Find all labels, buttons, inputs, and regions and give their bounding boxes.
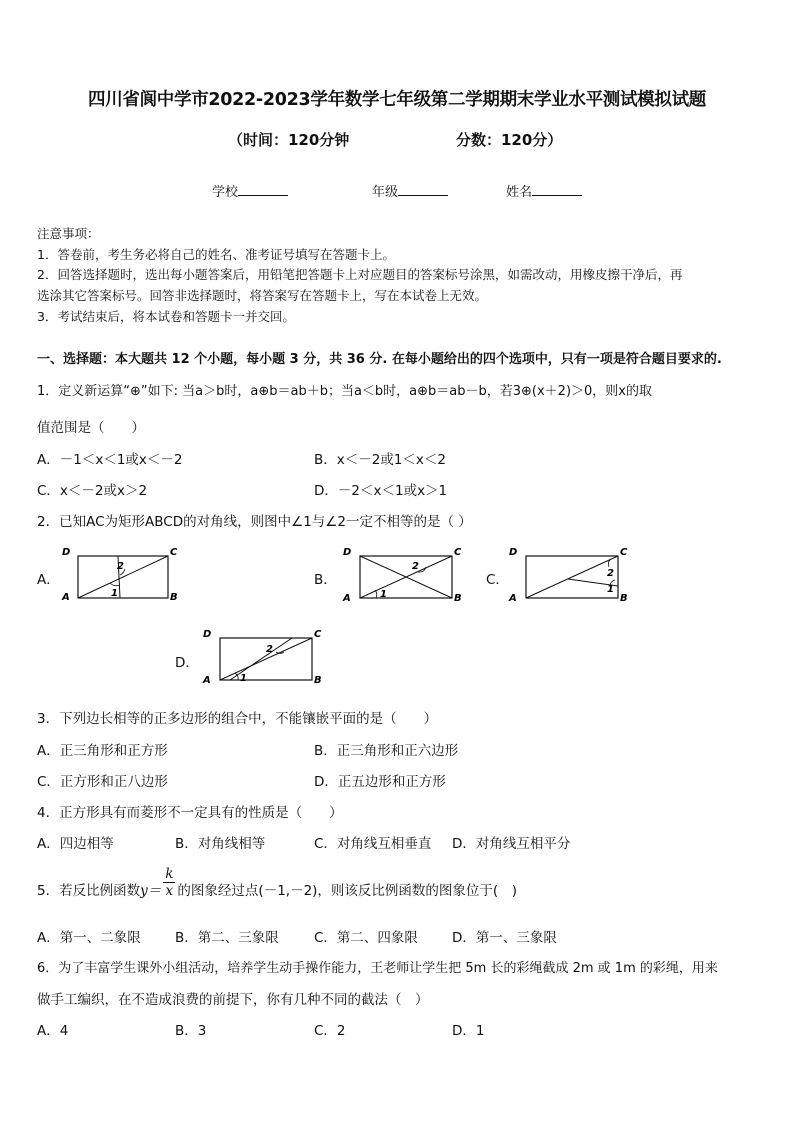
q2-option-c[interactable]: C． [486,572,509,588]
grade-blank[interactable] [398,183,448,196]
q4-option-c[interactable]: C．对角线互相垂直 [314,836,432,852]
q5-option-b[interactable]: B．第二、三象限 [175,930,279,946]
angle-label-2: 2 [607,568,614,579]
school-field [212,181,288,200]
q1-option-c[interactable]: C．x＜－2或x＞2 [37,483,148,499]
diagonal-ac [526,556,618,598]
q1-stem-cont: 值范围是（ ） [37,420,145,436]
exam-time: （时间：120分钟 [228,131,350,149]
section-heading: 一、选择题：本大题共 12 个小题，每小题 3 分，共 36 分. 在每小题给出的四个选项中，只有一项是符合题目要求的. [37,352,722,367]
q2-figure-c [506,544,636,606]
vertex-b: B [620,593,628,604]
q3-option-c[interactable]: C．正方形和正八边形 [37,774,168,790]
q5-option-c[interactable]: C．第二、四象限 [314,930,418,946]
q4-option-d[interactable]: D．对角线互相平分 [452,836,571,852]
vertex-d: D [203,629,212,640]
angle-label-1: 1 [607,584,614,595]
q2-figure-b [340,544,470,606]
vertex-d: D [509,547,518,558]
q6-stem: 6．为了丰富学生课外小组活动，培养学生动手操作能力，王老师让学生把 5m 长的彩绳截成 2m 或 1m 的彩绳，用来 [37,961,718,976]
q6-option-a[interactable]: A．4 [37,1023,69,1039]
q5-stem [37,866,517,906]
vertex-c: C [314,629,322,640]
name-field [506,181,582,200]
q1-option-b[interactable]: B．x＜－2或1＜x＜2 [314,452,447,468]
q5-fraction [163,866,175,900]
q3-option-a[interactable]: A．正三角形和正方形 [37,743,168,759]
exam-score: 分数：120分） [456,131,563,149]
vertex-c: C [620,547,628,558]
angle-label-2: 2 [412,561,419,572]
vertex-a: A [62,592,70,603]
q2-figure-a [60,544,185,606]
q6-option-b[interactable]: B．3 [175,1023,207,1039]
q6-option-d[interactable]: D．1 [452,1023,485,1039]
q5-func-numerator: k [165,866,174,882]
name-blank[interactable] [532,183,582,196]
q4-stem: 4．正方形具有而菱形不一定具有的性质是（ ） [37,805,343,821]
angle-label-2: 2 [117,561,124,572]
vertex-a: A [343,593,351,604]
q2-figure-d [200,626,330,688]
angle-label-2: 2 [266,644,273,655]
grade-label: 年级 [372,185,399,200]
q2-stem: 2．已知AC为矩形ABCD的对角线，则图中∠1与∠2一定不相等的是（ ） [37,514,472,530]
page-title: 四川省阆中学市2022-2023学年数学七年级第二学期期末学业水平测试模拟试题 [88,90,706,110]
q3-stem: 3．下列边长相等的正多边形的组合中，不能镶嵌平面的是（ ） [37,711,438,727]
vertex-b: B [314,675,322,686]
vertex-a: A [203,675,211,686]
q2-option-b[interactable]: B． [314,572,337,588]
q1-option-a[interactable]: A．－1＜x＜1或x＜－2 [37,452,183,468]
note-item: 1．答卷前，考生务必将自己的姓名、准考证号填写在答题卡上。 [37,247,395,262]
vertex-a: A [509,593,517,604]
grade-field [372,181,448,200]
q1-option-d[interactable]: D．－2＜x＜1或x＞1 [314,483,448,499]
school-blank[interactable] [238,183,288,196]
q3-option-b[interactable]: B．正三角形和正六边形 [314,743,459,759]
q6-option-c[interactable]: C．2 [314,1023,346,1039]
name-label: 姓名 [506,185,533,200]
q4-option-a[interactable]: A．四边相等 [37,836,114,852]
angle-label-1: 1 [240,673,247,684]
q5-func-y: y＝ [140,883,162,899]
q5-option-d[interactable]: D．第一、三象限 [452,930,557,946]
q6-stem-cont: 做手工编织，在不造成浪费的前提下，你有几种不同的截法（ ） [37,992,429,1008]
vertex-b: B [170,592,178,603]
q5-option-a[interactable]: A．第一、二象限 [37,930,141,946]
q4-option-b[interactable]: B．对角线相等 [175,836,266,852]
vertex-c: C [454,547,462,558]
q1-stem: 1．定义新运算“⊕”如下: 当a＞b时，a⊕b＝ab＋b；当a＜b时，a⊕b＝ab－b，若3⊕(x＋2)＞0，则x的取 [37,384,652,399]
note-item: 3．考试结束后，将本试卷和答题卡一并交回。 [37,309,295,324]
note-item: 2．回答选择题时，选出每小题答案后，用铅笔把答题卡上对应题目的答案标号涂黑，如需改动，用橡皮擦干净后，再 [37,267,683,282]
q2-option-d[interactable]: D． [175,655,199,671]
angle-label-1: 1 [111,588,118,599]
q5-stem-pre: 5．若反比例函数 [37,883,141,899]
angle-arc-1 [110,583,120,586]
note-item: 选涂其它答案标号。回答非选择题时，将答案写在答题卡上，写在本试卷上无效。 [37,288,488,303]
angle-label-1: 1 [380,589,387,600]
vertex-d: D [62,547,71,558]
vertex-d: D [343,547,352,558]
vertex-b: B [454,593,462,604]
q2-option-a[interactable]: A． [37,572,60,588]
q3-option-d[interactable]: D．正五边形和正方形 [314,774,446,790]
q5-func-denominator: x [165,883,174,899]
vertex-c: C [170,547,178,558]
q5-stem-post: 的图象经过点(－1,－2)，则该反比例函数的图象位于( ) [177,883,517,899]
notes-heading: 注意事项： [37,226,100,241]
school-label: 学校 [212,185,239,200]
